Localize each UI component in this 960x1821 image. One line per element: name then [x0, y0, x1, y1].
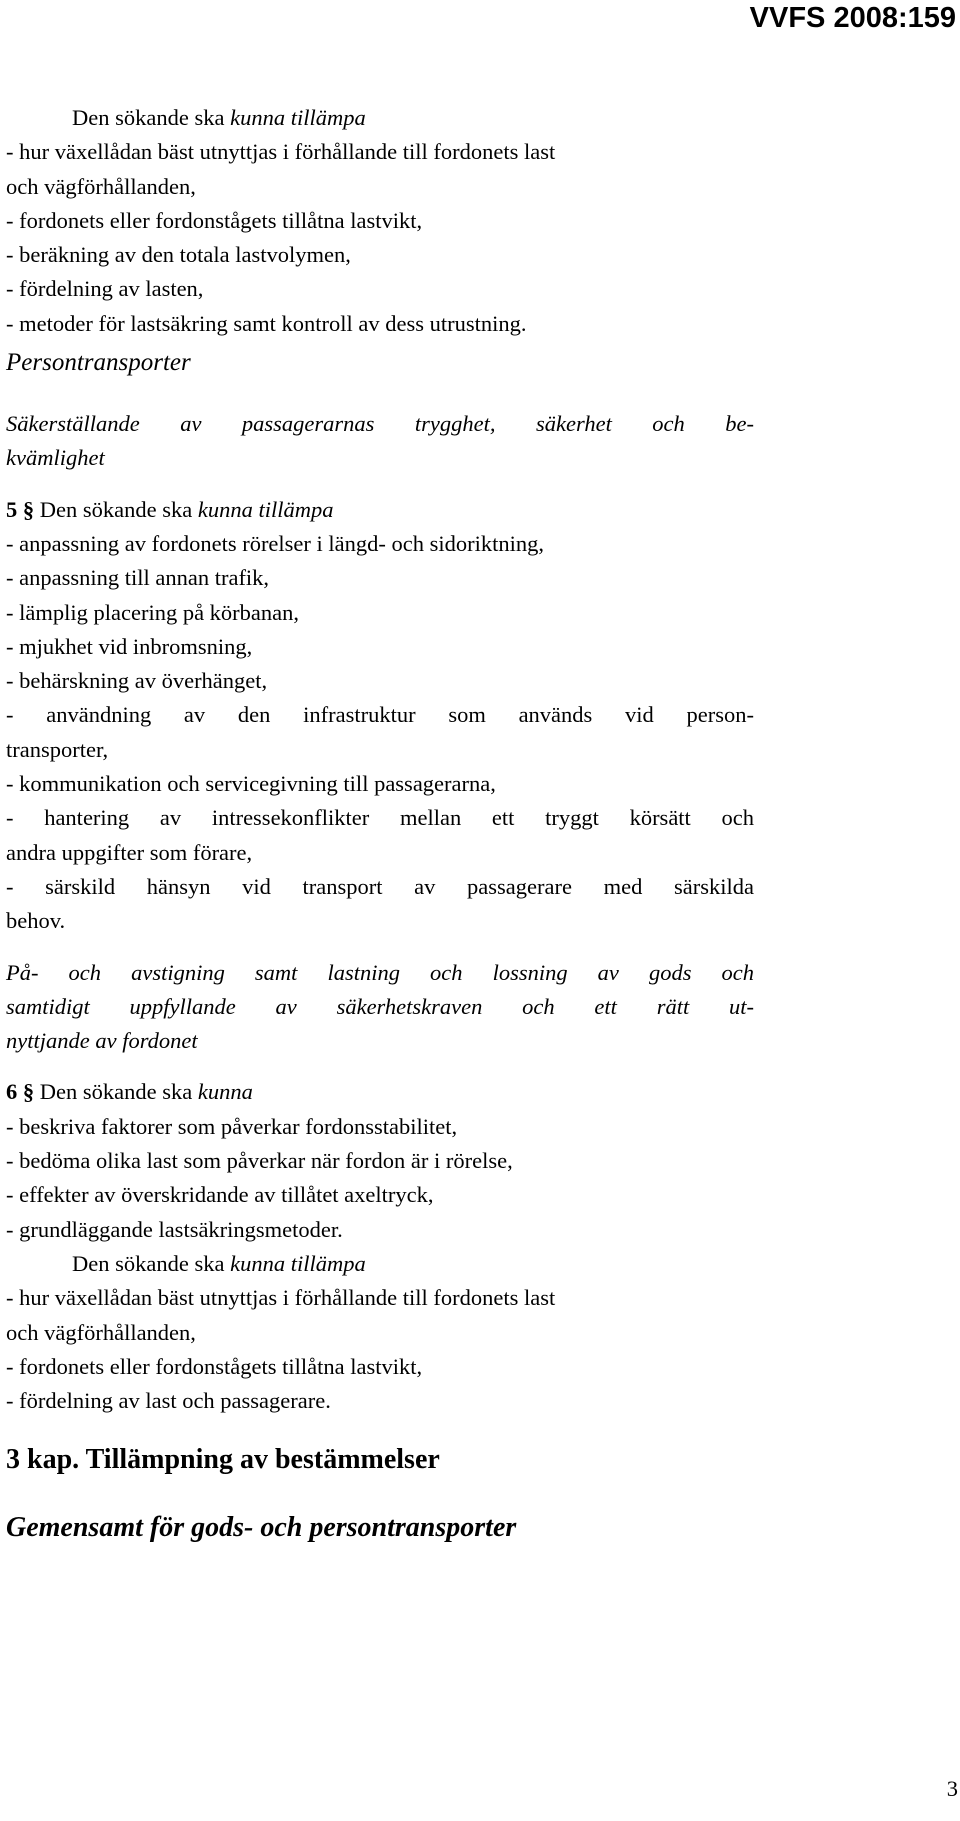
- list-item: - fordonets eller fordonstågets tillåtna lastvikt,: [6, 1353, 423, 1379]
- list-item: - hur växellådan bäst utnyttjas i förhållande till fordonets last: [6, 1285, 556, 1311]
- subheading: Säkerställande av passagerarnas trygghet, säkerhet och be-: [6, 411, 754, 437]
- document-body: [6, 101, 754, 1548]
- chapter-subtitle: Gemensamt för gods- och persontransporter: [6, 1512, 517, 1544]
- list-item: - effekter av överskridande av tillåtet axeltryck,: [6, 1182, 434, 1208]
- list-item: - anpassning till annan trafik,: [6, 565, 270, 591]
- list-item: - hur växellådan bäst utnyttjas i förhållande till fordonets last: [6, 139, 556, 165]
- list-item: - beskriva faktorer som påverkar fordonsstabilitet,: [6, 1113, 458, 1139]
- chapter-title: 3 kap. Tillämpning av bestämmelser: [6, 1444, 440, 1476]
- list-item: - kommunikation och servicegivning till passagerarna,: [6, 771, 496, 797]
- list-item: och vägförhållanden,: [6, 173, 196, 199]
- list-item: behov.: [6, 908, 66, 934]
- block1-intro: Den sökande ska kunna tillämpa: [72, 105, 366, 130]
- subheading: nyttjande av fordonet: [6, 1028, 198, 1054]
- paragraph-6-intro: 6 § Den sökande ska kunna: [6, 1079, 253, 1105]
- list-item: - metoder för lastsäkring samt kontroll av dess utrustning.: [6, 310, 527, 336]
- list-item: - fördelning av lasten,: [6, 276, 204, 302]
- subheading: På- och avstigning samt lastning och lossning av gods och: [6, 959, 754, 985]
- list-item: - bedöma olika last som påverkar när fordon är i rörelse,: [6, 1148, 513, 1174]
- list-item: - hantering av intressekonflikter mellan ett tryggt körsätt och: [6, 805, 754, 831]
- subheading: kvämlighet: [6, 445, 105, 471]
- list-item: - fördelning av last och passagerare.: [6, 1388, 331, 1414]
- list-item: - anpassning av fordonets rörelser i längd- och sidoriktning,: [6, 530, 545, 556]
- paragraph-5-intro: 5 § Den sökande ska kunna tillämpa: [6, 496, 334, 522]
- list-item: - beräkning av den totala lastvolymen,: [6, 242, 351, 268]
- list-item: - grundläggande lastsäkringsmetoder.: [6, 1216, 343, 1242]
- list-item: - särskild hänsyn vid transport av passagerare med särskilda: [6, 873, 754, 899]
- list-item: - fordonets eller fordonstågets tillåtna lastvikt,: [6, 207, 423, 233]
- list-item: - behärskning av överhänget,: [6, 668, 268, 694]
- section6-intro2: Den sökande ska kunna tillämpa: [72, 1250, 366, 1276]
- list-item: - lämplig placering på körbanan,: [6, 599, 300, 625]
- list-item: - användning av den infrastruktur som används vid person-: [6, 702, 754, 728]
- subheading: samtidigt uppfyllande av säkerhetskraven och ett rätt ut-: [6, 993, 754, 1019]
- document-id: VVFS 2008:159: [749, 2, 956, 34]
- page-number: 3: [946, 1776, 958, 1801]
- list-item: andra uppgifter som förare,: [6, 839, 253, 865]
- section-heading: Persontransporter: [6, 349, 191, 377]
- list-item: - mjukhet vid inbromsning,: [6, 633, 253, 659]
- list-item: och vägförhållanden,: [6, 1319, 196, 1345]
- list-item: transporter,: [6, 736, 109, 762]
